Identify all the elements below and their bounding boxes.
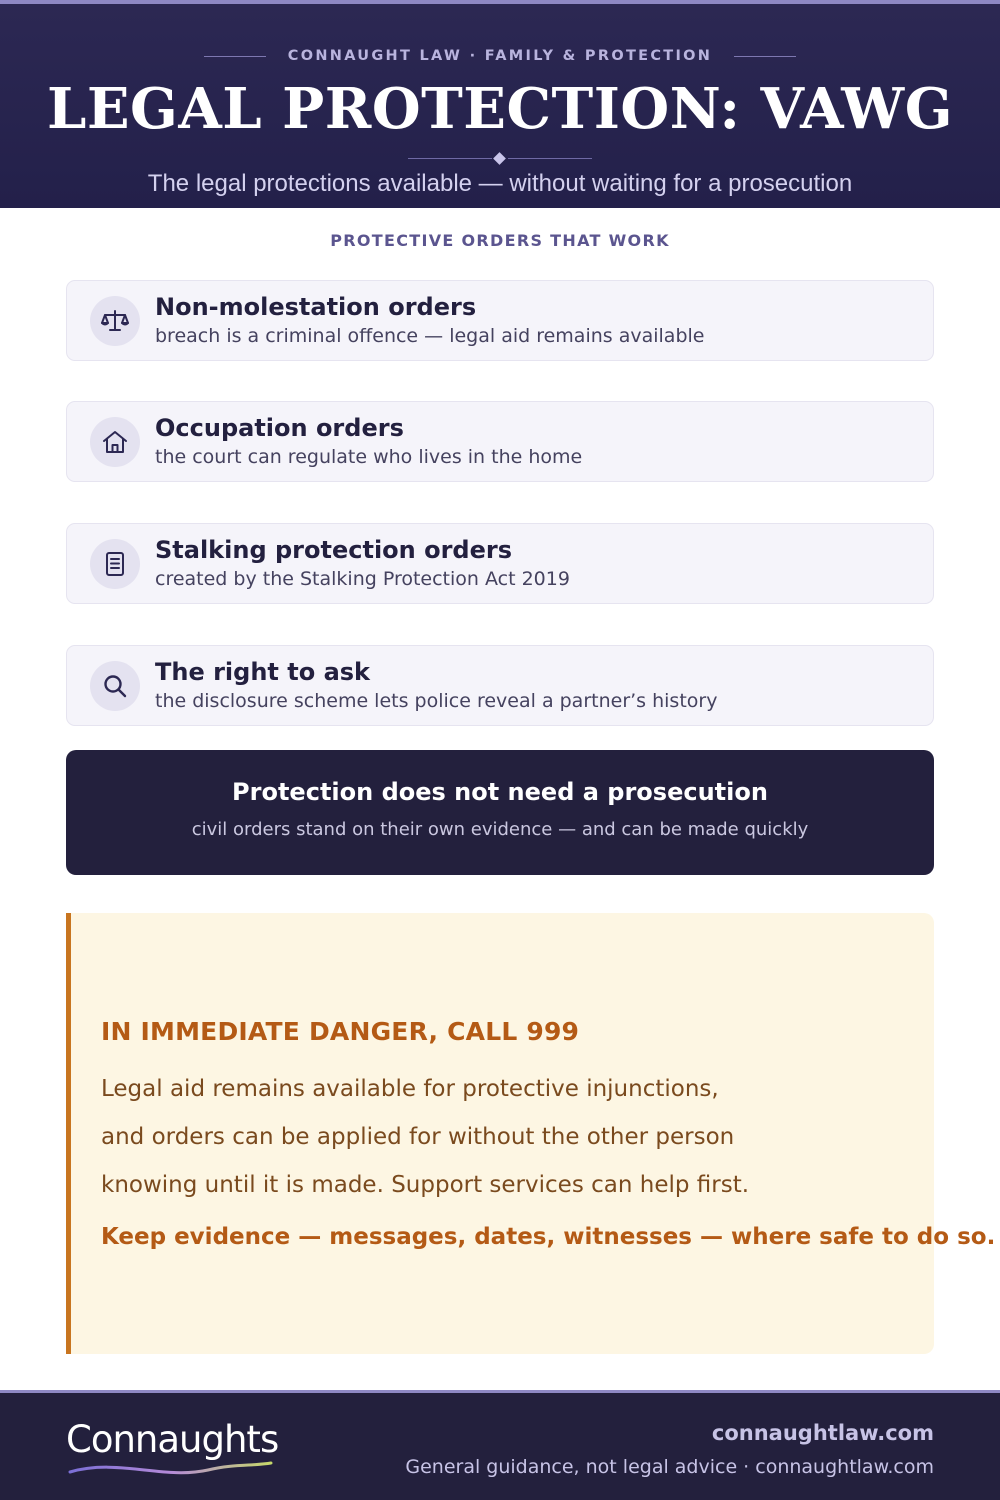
order-card-stalking xyxy=(66,523,934,604)
notice-line: Legal aid remains available for protective injunctions, xyxy=(101,1076,719,1102)
search-icon xyxy=(90,661,140,711)
eyebrow-rule-right xyxy=(734,56,796,57)
order-card-occupation xyxy=(66,401,934,482)
banner-subtitle: civil orders stand on their own evidence — and can be made quickly xyxy=(191,819,809,840)
eyebrow xyxy=(0,48,1000,64)
logo-swoosh-icon xyxy=(68,1460,273,1478)
card-title: Non-molestation orders xyxy=(155,293,477,321)
card-title: Occupation orders xyxy=(155,414,404,442)
emergency-notice xyxy=(66,913,996,1354)
notice-emphasis: Keep evidence — messages, dates, witnesses — where safe to do so. xyxy=(101,1224,996,1250)
notice-body xyxy=(101,1065,881,1209)
section-label: PROTECTIVE ORDERS THAT WORK xyxy=(330,231,670,250)
card-description: breach is a criminal offence — legal aid remains available xyxy=(155,325,705,347)
house-icon xyxy=(90,417,140,467)
eyebrow-rule-left xyxy=(204,56,266,57)
card-description: the disclosure scheme lets police reveal a partner’s history xyxy=(155,690,718,712)
scales-icon xyxy=(90,296,140,346)
notice-line: knowing until it is made. Support services can help first. xyxy=(101,1172,750,1198)
banner-title: Protection does not need a prosecution xyxy=(232,778,768,806)
logo-wordmark: Connaughts xyxy=(66,1418,279,1461)
card-title: Stalking protection orders xyxy=(155,536,512,564)
website-link[interactable]: connaughtlaw.com xyxy=(711,1421,934,1445)
order-card-right-to-ask xyxy=(66,645,934,726)
notice-heading: IN IMMEDIATE DANGER, CALL 999 xyxy=(101,1017,580,1046)
card-title: The right to ask xyxy=(155,658,371,686)
card-description: the court can regulate who lives in the home xyxy=(155,446,583,468)
title-ornament xyxy=(408,153,592,165)
ornament-line-right xyxy=(508,158,592,159)
page-title: LEGAL PROTECTION: VAWG xyxy=(46,76,954,142)
page-subtitle: The legal protections available — without waiting for a prosecution xyxy=(147,170,853,197)
eyebrow-text: CONNAUGHT LAW · FAMILY & PROTECTION xyxy=(287,48,713,64)
page-footer xyxy=(0,1390,1000,1500)
connaughts-logo[interactable] xyxy=(66,1418,286,1478)
key-message-banner xyxy=(66,750,934,875)
diamond-icon xyxy=(493,152,506,165)
card-description: created by the Stalking Protection Act 2019 xyxy=(155,568,570,590)
document-icon xyxy=(90,539,140,589)
ornament-line-left xyxy=(408,158,492,159)
page-header xyxy=(0,0,1000,208)
footer-disclaimer: General guidance, not legal advice · connaughtlaw.com xyxy=(405,1456,934,1478)
notice-line: and orders can be applied for without the other person xyxy=(101,1124,735,1150)
order-card-non-molestation xyxy=(66,280,934,361)
